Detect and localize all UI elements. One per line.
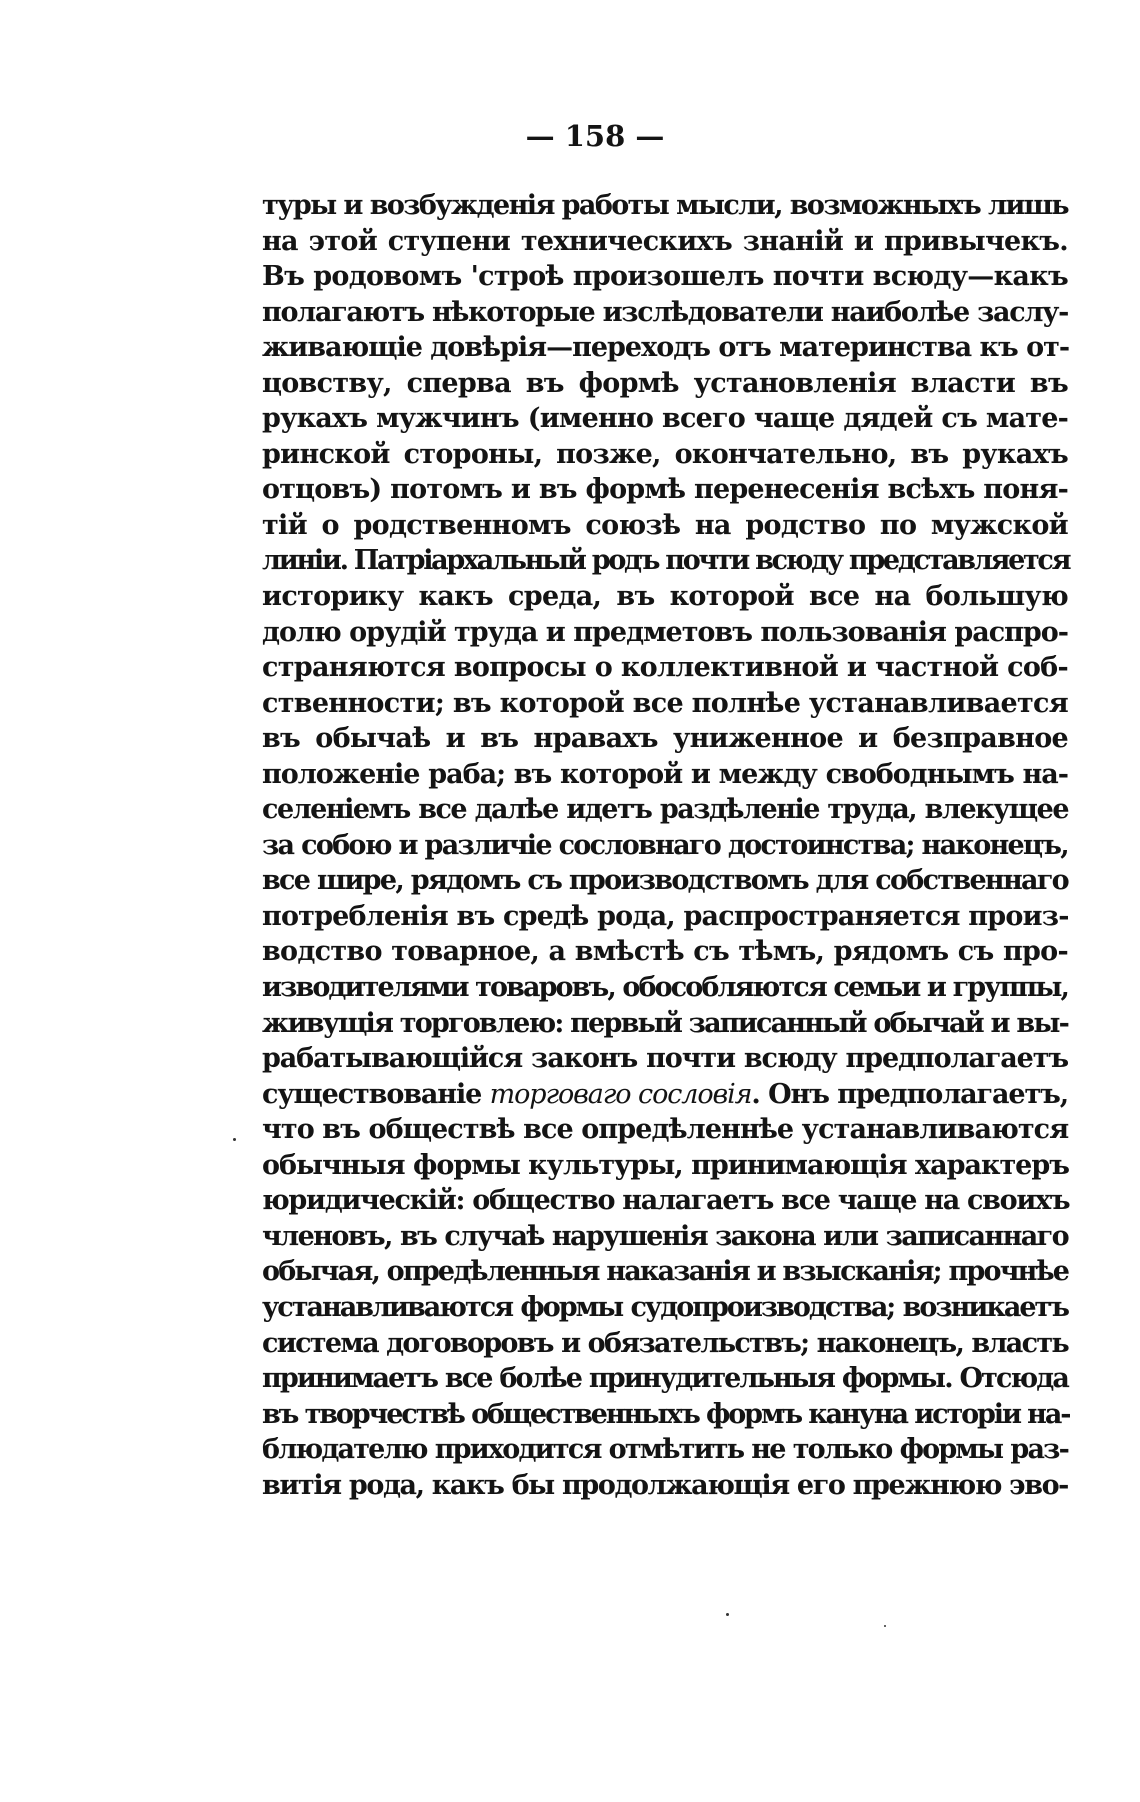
text-line: устанавливаются формы судопроизводства; возникаетъ — [262, 1291, 1068, 1323]
text-line: потребленія въ средѣ рода, распространяется произ- — [262, 900, 1069, 932]
text-line: юридическій: общество налагаетъ все чаще на своихъ — [262, 1185, 1070, 1217]
print-speck — [233, 1138, 236, 1141]
italic-phrase: торговаго сословія — [489, 1078, 752, 1110]
text-line: ственности; въ которой все полнѣе устанавливается — [262, 687, 1068, 719]
text-line: ринской стороны, позже, окончательно, въ рукахъ — [262, 438, 1068, 470]
text-line: живущія торговлею: первый записанный обычай и вы- — [262, 1007, 1068, 1039]
text-line: историку какъ среда, въ которой все на большую — [262, 581, 1068, 613]
text-line: селеніемъ все далѣе идетъ раздѣленіе труда, влекущее — [262, 794, 1068, 826]
text-line: въ творчествѣ общественныхъ формъ кануна исторіи на- — [262, 1398, 1070, 1430]
text-line: членовъ, въ случаѣ нарушенія закона или записаннаго — [262, 1220, 1068, 1252]
print-speck — [726, 1613, 729, 1616]
text-line: долю орудій труда и предметовъ пользованія распро- — [262, 616, 1068, 648]
text-line: цовству, сперва въ формѣ установленія власти въ — [262, 367, 1068, 399]
text-line: система договоровъ и обязательствъ; наконецъ, власть — [262, 1327, 1068, 1359]
text-line: витія рода, какъ бы продолжающія его прежнюю эво- — [262, 1469, 1068, 1501]
text-line: блюдателю приходится отмѣтить не только формы раз- — [262, 1434, 1068, 1466]
text-line: въ обычаѣ и въ нравахъ униженное и безправное — [262, 723, 1068, 755]
text-line: туры и возбужденія работы мысли, возможныхъ лишь — [262, 190, 1068, 221]
text-line: живающіе довѣрія—переходъ отъ материнства къ от- — [262, 332, 1070, 364]
text-segment: . Онъ предполагаетъ, — [751, 1078, 1068, 1110]
text-line: все шире, рядомъ съ производствомъ для собственнаго — [262, 865, 1068, 897]
text-line: рабатывающійся законъ почти всюду предполагаетъ — [262, 1043, 1068, 1075]
text-line: тій о родственномъ союзѣ на родство по мужской — [262, 509, 1068, 541]
text-line: полагаютъ нѣкоторые изслѣдователи наиболѣе заслу- — [262, 296, 1068, 328]
print-speck — [884, 1625, 886, 1627]
text-line: Въ родовомъ 'строѣ произошелъ почти всюду—какъ — [262, 261, 1068, 293]
text-line: обычая, опредѣленныя наказанія и взысканія; прочнѣе — [262, 1256, 1069, 1288]
text-line: водство товарное, а вмѣстѣ съ тѣмъ, рядомъ съ про- — [262, 936, 1068, 968]
text-line: страняются вопросы о коллективной и частной соб- — [262, 652, 1068, 684]
text-line: принимаетъ все болѣе принудительныя формы. Отсюда — [262, 1363, 1068, 1395]
text-line: положеніе раба; въ которой и между свободнымъ на- — [262, 758, 1068, 790]
text-line: отцовъ) потомъ и въ формѣ перенесенія всѣхъ поня- — [262, 474, 1068, 506]
text-line: обычныя формы культуры, принимающія характеръ — [262, 1149, 1069, 1181]
page-number: — 158 — — [525, 119, 665, 153]
text-line-with-italic — [262, 1077, 1068, 1113]
text-line: рукахъ мужчинъ (именно всего чаще дядей съ мате- — [262, 403, 1068, 435]
text-line: за собою и различіе сословнаго достоинства; наконецъ, — [262, 829, 1068, 861]
body-text — [262, 188, 1068, 1503]
text-line: что въ обществѣ все опредѣленнѣе устанавливаются — [262, 1114, 1069, 1146]
text-segment: существованіе — [262, 1078, 490, 1110]
text-line: на этой ступени техническихъ знаній и привычекъ. — [262, 225, 1068, 257]
text-line: линіи. Патріархальный родъ почти всюду представляется — [262, 545, 1070, 577]
text-line: изводителями товаровъ, обособляются семьи и группы, — [262, 972, 1068, 1004]
